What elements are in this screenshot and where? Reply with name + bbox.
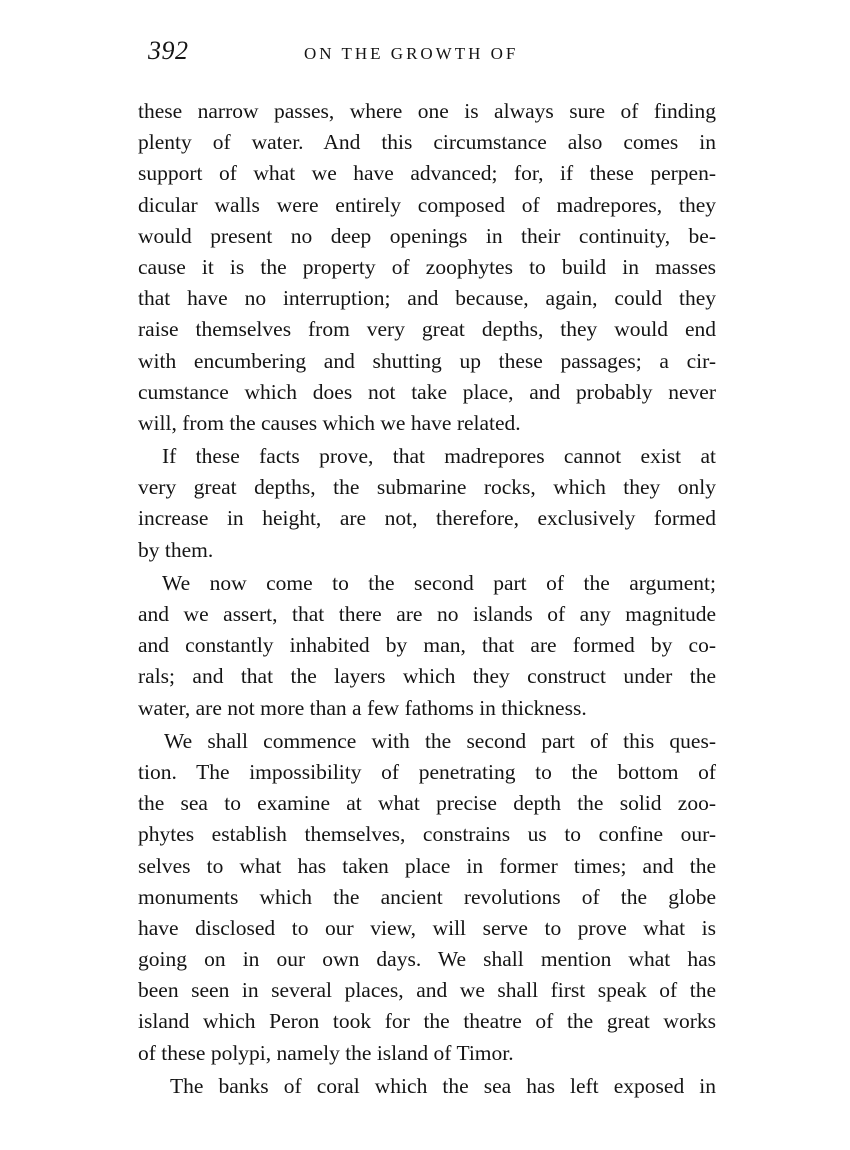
text-line: and constantly inhabited by man, that are formed by co- xyxy=(138,633,716,658)
text-line: We now come to the second part of the argument; xyxy=(162,570,716,595)
paragraph xyxy=(138,441,716,566)
paragraph xyxy=(138,1071,716,1102)
page-header xyxy=(144,36,744,76)
text-line: very great depths, the submarine rocks, which they only xyxy=(138,475,716,500)
text-line: raise themselves from very great depths, they would end xyxy=(138,317,716,342)
text-line: If these facts prove, that madrepores cannot exist at xyxy=(162,444,716,469)
text-line: that have no interruption; and because, again, could they xyxy=(138,286,716,311)
text-line: going on in our own days. We shall mention what has xyxy=(138,947,716,972)
text-line: of these polypi, namely the island of Timor. xyxy=(138,1040,514,1065)
text-line: would present no deep openings in their continuity, be- xyxy=(138,223,716,248)
text-line: The banks of coral which the sea has left exposed in xyxy=(170,1073,716,1098)
text-line: monuments which the ancient revolutions of the globe xyxy=(138,884,716,909)
text-line: and we assert, that there are no islands of any magnitude xyxy=(138,602,716,626)
text-line: will, from the causes which we have related. xyxy=(138,410,521,435)
running-head: ON THE GROWTH OF xyxy=(304,44,519,63)
text-line: cause it is the property of zoophytes to build in masses xyxy=(138,254,716,279)
text-line: island which Peron took for the theatre of the great works xyxy=(138,1009,716,1034)
text-line: by them. xyxy=(138,537,214,562)
text-line: increase in height, are not, therefore, exclusively formed xyxy=(138,506,716,531)
text-line: tion. The impossibility of penetrating to the bottom of xyxy=(138,759,716,784)
text-line: water, are not more than a few fathoms in thickness. xyxy=(138,695,587,720)
text-line: selves to what has taken place in former times; and the xyxy=(138,853,716,878)
text-line: plenty of water. And this circumstance also comes in xyxy=(138,130,716,155)
text-line: been seen in several places, and we shall first speak of the xyxy=(138,978,716,1003)
paragraph xyxy=(138,726,716,1069)
text-line: We shall commence with the second part of this ques- xyxy=(164,728,716,753)
page-number: 392 xyxy=(148,36,189,65)
text-line: cumstance which does not take place, and probably never xyxy=(138,379,716,404)
paragraph xyxy=(138,568,716,724)
text-line: with encumbering and shutting up these passages; a cir- xyxy=(138,348,716,373)
body-text xyxy=(138,96,716,1102)
text-line: support of what we have advanced; for, if these perpen- xyxy=(138,161,716,186)
text-line: have disclosed to our view, will serve to prove what is xyxy=(138,915,716,940)
text-line: phytes establish themselves, constrains us to confine our- xyxy=(138,822,716,847)
text-line: rals; and that the layers which they construct under the xyxy=(138,664,716,689)
paragraph xyxy=(138,96,716,439)
text-line: these narrow passes, where one is always sure of finding xyxy=(138,99,716,123)
text-line: the sea to examine at what precise depth the solid zoo- xyxy=(138,791,716,816)
text-line: dicular walls were entirely composed of madrepores, they xyxy=(138,192,716,217)
